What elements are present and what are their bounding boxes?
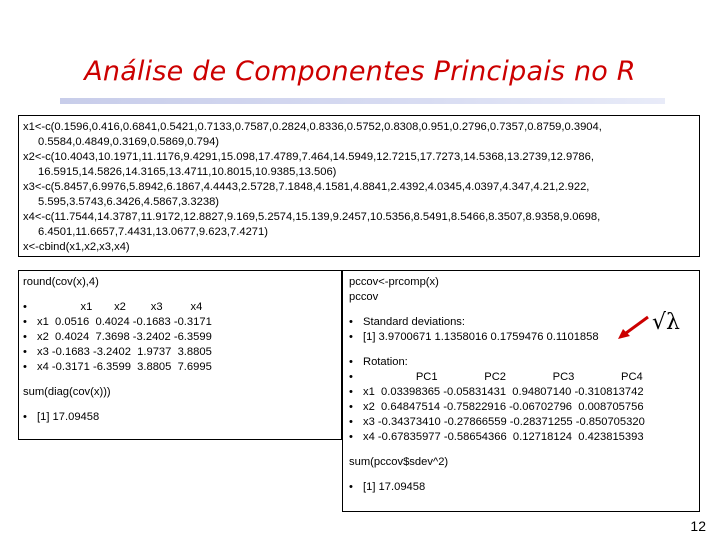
list-item: • x4 -0.67835977 -0.58654366 0.12718124 0.423815393 [349,431,644,443]
list-item: • Standard deviations: [349,316,465,328]
bullet-icon: • [349,431,353,443]
bullet-icon: • [349,371,353,383]
list-item: • [1] 3.9700671 1.1358016 0.1759476 0.1101858 [349,331,599,343]
bullet-icon: • [349,331,353,343]
slide-title: Análise de Componentes Principais no R [84,56,636,87]
bullet-icon: • [23,411,27,423]
list-item: • [1] 17.09458 [349,481,426,493]
list-item: • [1] 17.09458 [23,411,100,423]
bullet-icon: • [23,331,27,343]
code-block [18,115,700,257]
bullet-icon: • [23,361,27,373]
prcomp-print-command: pccov [349,291,379,303]
list-item: • PC1 PC2 PC3 PC4 [349,371,643,383]
trace-result-list [23,410,337,425]
code-line: x1<-c(0.1596,0.416,0.6841,0.5421,0.7133,0.7587,0.2824,0.8336,0.5752,0.8308,0.951,0.2796,0.7357,0.8759,0.3904, [23,121,602,133]
bullet-icon: • [23,316,27,328]
list-item: • x1 0.0516 0.4024 -0.1683 -0.3171 [23,316,212,328]
bullet-icon: • [349,416,353,428]
code-line: 0.5584,0.4849,0.3169,0.5869,0.794) [38,136,220,148]
code-line: x4<-c(11.7544,14.3787,11.9172,12.8827,9.169,5.2574,15.139,9.2457,10.5356,8.5491,8.5466,8.3507,8.9358,9.0698, [23,211,601,223]
code-line: 16.5915,14.5826,14.3165,13.4711,10.8015,10.9385,13.506) [38,166,337,178]
list-item: • x3 -0.34373410 -0.27866559 -0.28371255 -0.850705320 [349,416,645,428]
variance-sum-list [349,480,693,495]
list-item: • x1 0.03398365 -0.05831431 0.94807140 -0.310813742 [349,386,644,398]
bullet-icon: • [23,346,27,358]
prcomp-command: pccov<-prcomp(x) [349,276,439,288]
code-line: 6.4501,11.6657,7.4431,13.0677,9.623,7.4271) [38,226,268,238]
list-item: • x3 -0.1683 -3.2402 1.9737 3.8805 [23,346,212,358]
code-line: 5.595,3.5743,6.3426,4.5867,3.3238) [38,196,220,208]
bullet-icon: • [349,386,353,398]
covariance-panel [18,270,342,440]
bullet-icon: • [349,316,353,328]
code-line: x<-cbind(x1,x2,x3,x4) [23,241,130,253]
trace-command: sum(diag(cov(x))) [23,386,111,398]
cov-command: round(cov(x),4) [23,276,99,288]
list-item: • x1 x2 x3 x4 [23,301,203,313]
sqrt-lambda-annotation [614,305,714,345]
page-number: 12 [690,518,706,534]
bullet-icon: • [349,356,353,368]
sqrt-lambda-label: √λ [652,310,680,335]
bullet-icon: • [349,481,353,493]
list-item: • x2 0.4024 7.3698 -3.2402 -6.3599 [23,331,212,343]
list-item: • Rotation: [349,356,408,368]
list-item: • x4 -0.3171 -6.3599 3.8805 7.6995 [23,361,212,373]
title-underline [60,98,665,104]
cov-matrix-list [23,300,337,375]
code-line: x2<-c(10.4043,10.1971,11.1176,9.4291,15.098,17.4789,7.464,14.5949,12.7215,17.7273,14.5368,13.2739,12.9786, [23,151,594,163]
bullet-icon: • [349,401,353,413]
bullet-icon: • [23,301,27,313]
rotation-list [349,355,693,445]
code-line: x3<-c(5.8457,6.9976,5.8942,6.1867,4.4443,2.5728,7.1848,4.1581,4.8841,2.4392,4.0345,4.0397,4.347,4.21,2.922, [23,181,590,193]
list-item: • x2 0.64847514 -0.75822916 -0.06702796 0.008705756 [349,401,644,413]
variance-sum-command: sum(pccov$sdev^2) [349,456,449,468]
